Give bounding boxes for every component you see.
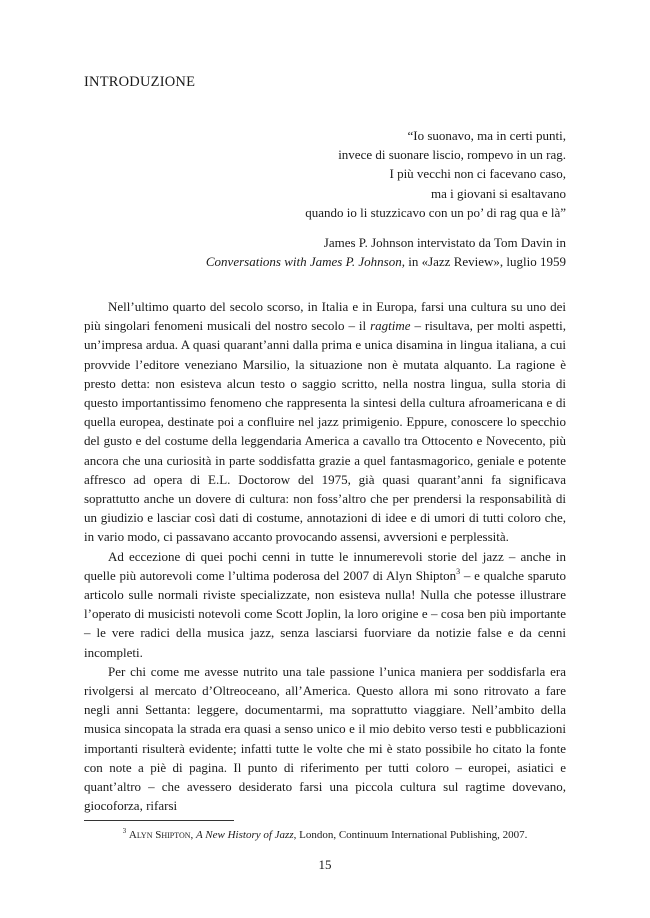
body-text <box>84 297 566 815</box>
epigraph-line: I più vecchi non ci facevano caso, <box>389 166 566 182</box>
text-run: Ad eccezione di quei pochi cenni in tutte le innumerevoli storie del jazz – anche in quelle più autorevoli come l’ultima poderosa del 2007 di Alyn Shipton <box>84 548 566 583</box>
footnote-author: Alyn Shipton <box>128 829 191 841</box>
attribution-citation <box>206 252 566 271</box>
emphasis: ragtime <box>370 318 411 334</box>
paragraph <box>84 547 566 662</box>
footnote-reference[interactable]: 3 <box>456 566 461 576</box>
footnote-title: A New History of Jazz <box>196 829 294 841</box>
paragraph: Per chi come me avesse nutrito una tale passione l’unica maniera per soddisfarla era rivolgersi al mercato d’Oltreoceano, all’America. Questo allora mi sono ritrovato a fare negli anni Settanta: leggere, documentarmi, ma soprattutto viaggiare. Nell’ambito della musica sincopata la strada era quasi a senso unico e il mio debito verso testi e pubblicazioni importanti risulterà evidente; infatti tutte le volte che mi è stato possibile ho citato la fonte con note a piè di pagina. Il punto di riferimento per tutti coloro – europei, asiatici e quant’altro – che avessero desiderato farsi una piccola cultura sul ragtime dovevano, giocoforza, rifarsi <box>84 663 566 814</box>
text-run: – risultava, per molti aspetti, un’impresa ardua. A quasi quarant’anni dalla prima e unica disamina in lingua italiana, a cui provvide l’editore veneziano Marsilio, la situazione non è mutata alquanto. La ragione è presto detta: non esisteva alcun testo o saggio scritto, nella nostra lingua, sulla storia di questo importantissimo fenomeno che rappresenta la sintesi della cultura afroamericana e di quella europea, destinate poi a confluire nel jazz primigenio. Eppure, conoscere lo specchio del gusto e del costume della leggendaria America a cavallo tra Ottocento e Novecento, più ancora che una curiosità in parte soddisfatta grazie a quel fantasmagorico, geniale e potente affresco ad opera di E.L. Doctorow del 1975, già quasi quarant’anni fa significava soprattutto anche un dovere di cultura: non foss’altro che per prendersi la responsabilità di un giudizio e lasciar così dati di costume, annotazioni di idee e di umori di tutti coloro che, in vario modo, ci passavano accanto provocando assensi, avversioni e perplessità. <box>84 318 567 545</box>
epigraph-quote <box>305 126 566 222</box>
footnote-mark: 3 <box>122 827 127 835</box>
paragraph <box>84 297 566 547</box>
epigraph-line: ma i giovani si esaltavano <box>430 185 566 201</box>
footnote-rest: , London, Continuum International Publishing, 2007. <box>293 829 528 841</box>
text-run: Nell’ultimo quarto del secolo scorso, in Italia e in Europa, farsi una cultura su uno dei più singolari fenomeni musicali del nostro secolo – il <box>84 299 566 334</box>
cited-title: Conversations with James P. Johnson, <box>205 254 405 270</box>
footnote <box>84 828 566 842</box>
epigraph-line: invece di suonare liscio, rompevo in un rag. <box>338 147 566 163</box>
epigraph-line: quando io li stuzzicavo con un po’ di rag qua e là” <box>305 204 566 220</box>
page-number: 15 <box>318 857 332 872</box>
epigraph-attribution <box>206 233 566 271</box>
epigraph-line: “Io suonavo, ma in certi punti, <box>407 128 566 143</box>
text-run: – e qualche sparuto articolo sulle normali riviste specializzate, non esisteva nulla! Nulla che potesse illustrare l’operato di musicisti notevoli come Scott Joplin, la loro origine e – cosa ben più importante – le vere radici della musica jazz, senza lasciarsi fuorviare da notizie false e da cenni incompleti. <box>84 567 566 660</box>
footnote-separator: , <box>190 829 197 841</box>
footnote-divider <box>84 820 234 821</box>
cited-rest: in «Jazz Review», luglio 1959 <box>404 254 566 270</box>
attribution-line: James P. Johnson intervistato da Tom Davin in <box>323 235 566 250</box>
chapter-heading: INTRODUZIONE <box>84 74 196 90</box>
